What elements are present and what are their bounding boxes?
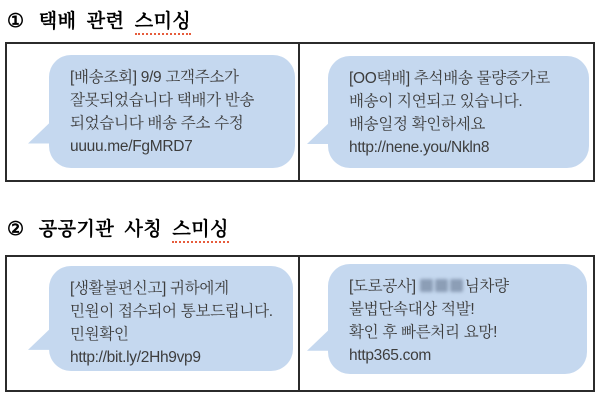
sms-bubble: [328, 264, 587, 374]
sms-line: uuuu.me/FgMRD7: [70, 138, 193, 155]
section-2-heading: [7, 214, 229, 241]
section-1-heading: [7, 6, 191, 33]
speech-tail: [28, 121, 52, 144]
sms-line: http365.com: [349, 347, 432, 364]
section-2-underlined-word: 스미싱: [172, 219, 229, 243]
sms-line: 확인 후 빠른처리 요망!: [349, 324, 498, 341]
redacted-name-block: [420, 279, 433, 292]
sms-line: 잘못되었습니다 택배가 반송: [70, 92, 255, 109]
section-1-underlined-word: 스미싱: [135, 11, 192, 35]
section-1-message-table: [5, 42, 595, 182]
sms-bubble: [49, 266, 293, 371]
sms-line: 민원이 접수되어 통보드립니다.: [70, 303, 273, 320]
sms-line: http://nene.you/Nkln8: [349, 139, 490, 156]
sms-bubble: [49, 55, 295, 168]
speech-tail: [307, 328, 331, 351]
table-cell: [300, 44, 593, 180]
speech-tail: [307, 121, 331, 144]
section-2-number: ②: [7, 219, 25, 240]
sms-line: [도로공사] 님차량: [349, 278, 509, 295]
table-cell: [300, 257, 593, 390]
speech-tail: [28, 327, 52, 350]
sms-line: [배송조회] 9/9 고객주소가: [70, 69, 239, 86]
section-1-number: ①: [7, 11, 25, 32]
sms-line: http://bit.ly/2Hh9vp9: [70, 349, 201, 366]
sms-bubble: [328, 56, 589, 168]
sms-line: 배송이 지연되고 있습니다.: [349, 93, 523, 110]
sms-line: [OO택배] 추석배송 물량증가로: [349, 70, 550, 87]
redacted-name-block: [450, 279, 463, 292]
section-2-message-table: [5, 255, 595, 392]
sms-line: 되었습니다 배송 주소 수정: [70, 115, 244, 132]
sms-line: 민원확인: [70, 326, 129, 343]
section-1-title: 택배 관련: [38, 11, 125, 32]
table-cell: [7, 257, 300, 390]
redacted-name-block: [435, 279, 448, 292]
sms-line: 배송일정 확인하세요: [349, 116, 486, 133]
table-cell: [7, 44, 300, 180]
section-2-title: 공공기관 사칭: [38, 219, 163, 240]
sms-line: [생활불편신고] 귀하에게: [70, 280, 229, 297]
sms-line: 불법단속대상 적발!: [349, 301, 475, 318]
